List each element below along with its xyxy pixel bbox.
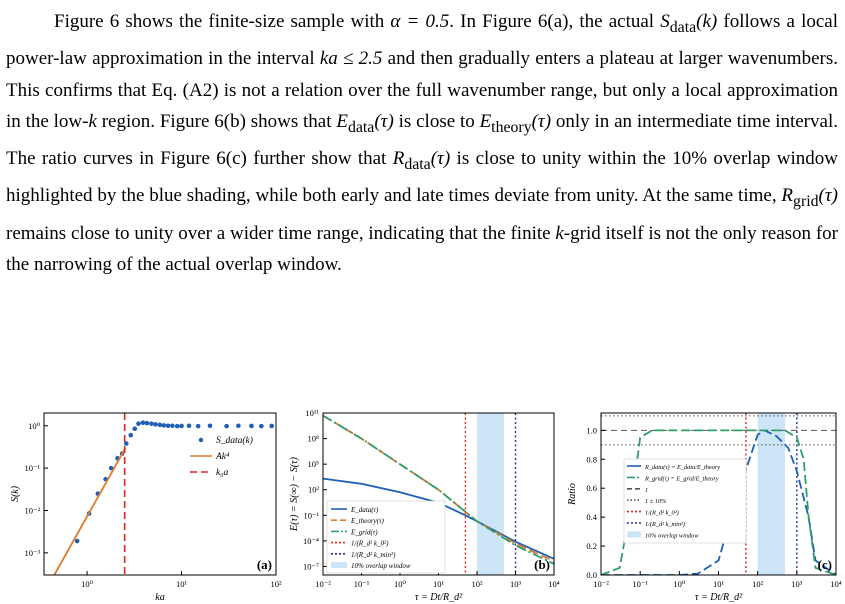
data-point [132, 426, 137, 431]
text-span: and then gradually enters a plateau at larger wavenumbers. This confirms that Eq. (A2) is not a relation over the full wavenumber range, but only a local approximation in the low- [6, 48, 838, 133]
text-span: only in an intermediate time interval. The ratio curves in Figure 6(c) further show that [6, 111, 838, 170]
legend-label: 10% overlap window [645, 532, 699, 540]
data-point [187, 423, 192, 428]
math-arg: (τ) [818, 185, 838, 207]
data-point [158, 423, 163, 428]
x-tick-label: 10⁻² [593, 579, 609, 589]
math-k: k [555, 222, 564, 244]
x-tick-label: 10³ [791, 579, 803, 589]
math-S: S [660, 11, 670, 32]
text-span: is close to unity within the 10% overlap window highlighted by the blue shading, while both early and late times deviate from unity. At the same time, [6, 148, 839, 207]
overlap-window-shade [477, 413, 504, 575]
legend-label: E_grid(τ) [351, 528, 378, 537]
x-tick-label: 10⁴ [830, 579, 842, 589]
x-tick-label: 10³ [509, 579, 522, 589]
legend-label: E_data(τ) [351, 506, 379, 514]
y-tick-label: 10⁰ [28, 420, 40, 431]
legend-label: 1/(R_d² k_min²) [645, 521, 685, 528]
data-point [75, 539, 80, 544]
data-point [249, 424, 254, 429]
y-tick-label: 10¹¹ [305, 408, 319, 418]
text-span: Figure 6 shows the finite-size sample with [54, 11, 391, 32]
data-point [196, 424, 201, 429]
data-point [166, 423, 171, 428]
text-span: region. Figure 6(b) shows that [96, 111, 337, 133]
legend-swatch [199, 438, 203, 442]
data-point [208, 423, 213, 428]
y-tick-label: 10⁻³ [24, 547, 40, 558]
legend-label: 1 ± 10% [645, 498, 667, 506]
x-axis-label: τ = Dt/R_d² [694, 592, 743, 603]
figure-panel-c [563, 405, 845, 604]
legend-label: E_theory(τ) [351, 517, 384, 526]
x-tick-label: 10⁰ [673, 579, 686, 589]
legend-label: Ak⁴ [216, 452, 230, 462]
data-point [236, 423, 241, 428]
math-arg: (τ) [374, 111, 394, 133]
legend-label: R_grid(τ) = E_grid/E_theory [645, 475, 719, 483]
math-R: R [392, 148, 405, 170]
x-tick-label: 10⁻² [315, 579, 331, 589]
math-arg: (τ) [430, 148, 451, 170]
legend-label: R_data(τ) = E_data/E_theory [645, 464, 721, 471]
y-tick-label: 10² [307, 484, 319, 495]
legend-box [624, 459, 746, 543]
legend-swatch [627, 531, 641, 537]
y-tick-label: 10⁻¹ [24, 463, 40, 474]
math-sub: data [404, 156, 431, 174]
data-point [145, 421, 150, 426]
legend-label: 10% overlap window [351, 562, 411, 570]
x-tick-label: 10⁰ [81, 579, 94, 589]
math-alpha: α = 0.5 [390, 11, 450, 32]
text-span: . In Figure 6(a), the actual [449, 11, 661, 32]
y-tick-label: 0.8 [586, 454, 597, 465]
y-axis-label: S(k) [10, 485, 21, 503]
x-tick-label: 10⁰ [394, 579, 406, 589]
y-axis-label: E(τ) = S(∞) − S(τ) [289, 457, 300, 531]
y-tick-label: 10⁸ [307, 433, 319, 444]
x-tick-label: 10⁻¹ [353, 579, 370, 589]
x-tick-label: 10⁻¹ [632, 579, 648, 589]
x-axis-label: τ = Dt/R_d² [414, 592, 463, 603]
y-tick-label: 0.6 [586, 483, 597, 494]
math-k: k [88, 111, 97, 133]
legend-label: 1/(R_d² k_0²) [351, 539, 389, 548]
math-sub: data [669, 18, 697, 36]
math-sub: theory [491, 118, 532, 136]
math-R: R [781, 185, 794, 207]
legend-label: 1 [645, 486, 649, 494]
figure-panel-b [283, 405, 563, 604]
y-tick-label: 10⁻¹ [303, 510, 319, 521]
overlap-window-shade [758, 413, 785, 575]
x-tick-label: 10⁴ [548, 579, 560, 589]
panel-label: (b) [534, 557, 550, 572]
data-point [224, 424, 229, 429]
text-span: -grid itself is not the only reason for the narrowing of the actual overlap window. [6, 222, 838, 276]
y-tick-label: 10⁻⁷ [303, 561, 319, 572]
y-tick-label: 0.0 [586, 570, 597, 580]
y-tick-label: 1.0 [586, 425, 597, 436]
legend-label: 1/(R_d² k_min²) [351, 550, 396, 559]
x-tick-label: 10¹ [712, 579, 725, 589]
figure-panel-a [0, 405, 282, 604]
y-tick-label: 10⁵ [307, 459, 319, 470]
math-arg: (k) [696, 11, 718, 32]
data-point [269, 424, 274, 429]
data-point [179, 424, 184, 429]
y-tick-label: 0.2 [586, 541, 597, 552]
x-tick-label: 10¹ [432, 579, 445, 589]
x-tick-label: 10¹ [176, 579, 188, 589]
legend-label: k₀a [216, 468, 229, 478]
x-tick-label: 10² [270, 579, 282, 589]
y-tick-label: 0.4 [586, 512, 597, 523]
math-ka: ka ≤ 2.5 [319, 48, 383, 70]
math-sub: grid [793, 193, 819, 211]
panel-label: (a) [256, 557, 272, 572]
data-point [170, 423, 175, 428]
text-span: follows a local power-law approximation in the interval [6, 11, 839, 70]
series-line [54, 448, 125, 575]
data-point [259, 424, 264, 429]
data-point [128, 433, 133, 438]
data-point [153, 422, 158, 427]
x-tick-label: 10² [752, 579, 764, 589]
legend-swatch [331, 562, 347, 568]
text-span: is close to [393, 111, 480, 133]
data-point [162, 423, 167, 428]
math-sub: data [347, 118, 375, 136]
y-tick-label: 10⁻⁴ [303, 535, 319, 546]
math-E: E [479, 111, 492, 133]
y-axis-label: Ratio [567, 483, 578, 505]
text-span: remains close to unity over a wider time range, indicating that the finite [6, 222, 556, 244]
data-point [141, 420, 146, 425]
legend-label: 1/(R_d² k_0²) [645, 509, 679, 517]
math-E: E [336, 111, 348, 133]
data-point [136, 421, 141, 426]
body-paragraph [6, 6, 838, 280]
panel-label: (c) [817, 557, 832, 572]
x-axis-label: ka [155, 592, 165, 603]
data-point [149, 421, 154, 426]
math-arg: (τ) [531, 111, 552, 133]
data-point [175, 424, 180, 429]
y-tick-label: 10⁻² [24, 505, 40, 516]
legend-label: S_data(k) [216, 436, 253, 446]
x-tick-label: 10² [471, 579, 483, 589]
